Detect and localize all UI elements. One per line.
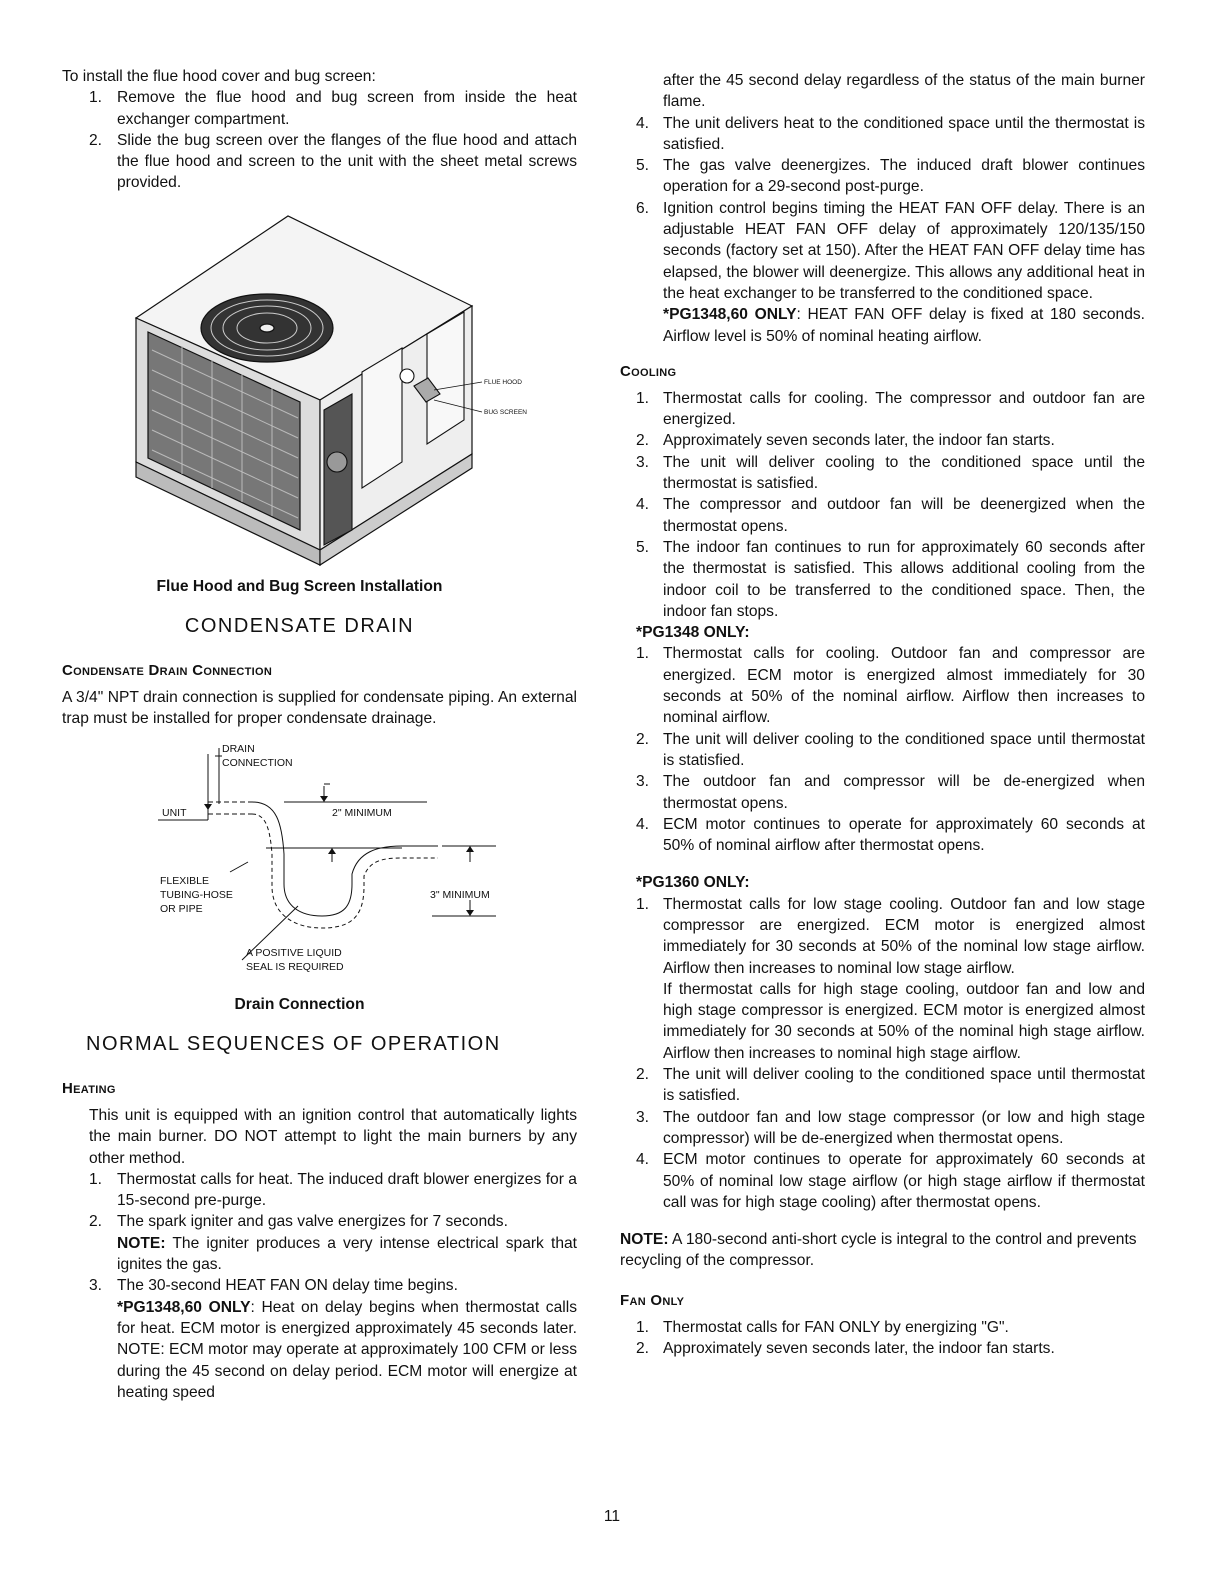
condensate-text: A 3/4" NPT drain connection is supplied for condensate piping. An external trap must be installed for proper condensate drainage.	[62, 689, 577, 728]
right-column	[620, 70, 1145, 1359]
list-item: 4. ECM motor continues to operate for approximately 60 seconds at 50% of nominal low stage airflow (or high stage airflow if thermostat call was for high stage cooling) after thermostat opens.	[636, 1151, 1145, 1211]
list-item: 3. The unit will deliver cooling to the conditioned space until the thermostat is satisfied.	[636, 453, 1145, 493]
two-inch-minimum-label: 2" MINIMUM	[332, 806, 392, 819]
three-inch-minimum-label: 3" MINIMUM	[430, 888, 490, 901]
left-column	[62, 66, 577, 1403]
list-item: 1. Thermostat calls for FAN ONLY by energizing "G".	[636, 1318, 1009, 1336]
flexible-label: FLEXIBLE	[160, 874, 210, 887]
subsection-heading: Condensate Drain Connection	[62, 662, 273, 680]
list-item: 2. Approximately seven seconds later, the indoor fan starts.	[636, 1340, 1055, 1358]
heating-steps	[62, 1169, 577, 1403]
pg1348-steps	[620, 643, 1145, 856]
list-item: 2. The spark igniter and gas valve energizes for 7 seconds. NOTE: The igniter produces a very intense electrical spark that ignites the gas.	[89, 1213, 577, 1274]
figure-caption: Flue Hood and Bug Screen Installation	[156, 577, 443, 595]
drain-connection-figure	[62, 734, 577, 982]
cooling-steps	[620, 388, 1145, 622]
fan-only-steps	[620, 1317, 1145, 1360]
list-item: 6. Ignition control begins timing the HEAT FAN OFF delay. There is an adjustable HEAT FAN OFF delay of approximately 120/135/150 seconds (factory set at 150). After the HEAT FAN OFF delay time has elapsed, the blower will deenergize. This allows any additional heat in the heat exchanger to be transferred to the conditioned space. *PG1348,60 ONLY: HEAT FAN OFF delay is fixed at 180 seconds. Airflow level is 50% of nominal heating airflow.	[636, 199, 1145, 345]
bug-screen-label: BUG SCREEN	[484, 408, 527, 416]
list-item: 4. ECM motor continues to operate for approximately 60 seconds at 50% of nominal airflow after thermostat opens.	[636, 815, 1145, 855]
flue-hood-label: FLUE HOOD	[484, 378, 522, 386]
subsection-heading: Cooling	[620, 362, 677, 380]
flue-steps	[62, 87, 577, 193]
pg1360-label: *PG1360 ONLY:	[636, 874, 750, 892]
seal-required-label: SEAL IS REQUIRED	[246, 960, 344, 973]
heating-step-3-continued: after the 45 second delay regardless of the status of the main burner flame.	[663, 72, 1145, 111]
anti-short-cycle-note: NOTE: A 180-second anti-short cycle is integral to the control and prevents recycling of the compressor.	[620, 1231, 1137, 1270]
list-item: 3. The 30-second HEAT FAN ON delay time begins. *PG1348,60 ONLY: Heat on delay begins when thermostat calls for heat. ECM motor is energized approximately 45 seconds later. NOTE: ECM motor may operate at approximately 100 CFM or less during the 45 second on delay period. ECM motor will energize at heating speed	[89, 1277, 577, 1401]
list-item: 4. The unit delivers heat to the conditioned space until the thermostat is satisfied.	[636, 114, 1145, 153]
figure-caption: Drain Connection	[234, 995, 365, 1013]
list-item: 3. The outdoor fan and compressor will be de-energized when thermostat opens.	[636, 773, 1145, 812]
positive-liquid-label: A POSITIVE LIQUID	[246, 946, 342, 959]
list-item: 1. Thermostat calls for cooling. The compressor and outdoor fan are energized.	[636, 389, 1145, 429]
heating-steps-continued	[620, 113, 1145, 347]
tubing-hose-label: TUBING-HOSE	[160, 888, 233, 901]
or-pipe-label: OR PIPE	[160, 902, 203, 915]
list-item: 2. Slide the bug screen over the flanges of the flue hood and attach the flue hood and screen to the unit with the sheet metal screws provided.	[89, 131, 577, 192]
heating-intro: This unit is equipped with an ignition control that automatically lights the main burner. DO NOT attempt to light the main burners by any other method.	[89, 1106, 577, 1167]
drain-label: DRAIN	[222, 742, 255, 755]
list-item: 2. The unit will deliver cooling to the conditioned space until thermostat is satisfied.	[636, 1066, 1145, 1105]
list-item: 1. Thermostat calls for heat. The induced draft blower energizes for a 15-second pre-purge.	[89, 1170, 577, 1210]
list-item: 2. Approximately seven seconds later, the indoor fan starts.	[636, 432, 1055, 450]
list-item: 1. Thermostat calls for cooling. Outdoor fan and compressor are energized. ECM motor is energized almost immediately for 30 seconds at 50% of the nominal airflow. Airflow then increases to nominal airflow.	[636, 645, 1145, 727]
unit-label: UNIT	[162, 806, 187, 819]
section-heading: NORMAL SEQUENCES OF OPERATION	[86, 1032, 501, 1055]
list-item: 5. The indoor fan continues to run for approximately 60 seconds after the thermostat is satisfied. This allows additional cooling from the indoor coil to be transferred to the conditioned space. Then, the indoor fan stops.	[636, 538, 1145, 620]
list-item: 1. Thermostat calls for low stage cooling. Outdoor fan and low stage compressor are energized. ECM motor is energized almost immediately for 30 seconds at 50% of the nominal low stage airflow. Airflow then increases to nominal low stage airflow. If thermostat calls for high stage cooling, outdoor fan and low and high stage compressor is energized. ECM motor is energized almost immediately for 30 seconds at 50% of the nominal high stage airflow. Airflow then increases to nominal high stage airflow.	[636, 895, 1145, 1062]
flue-intro: To install the flue hood cover and bug screen:	[62, 68, 376, 85]
pg1348-label: *PG1348 ONLY:	[636, 624, 750, 642]
flue-hood-figure	[62, 200, 577, 570]
section-heading: CONDENSATE DRAIN	[184, 615, 415, 638]
connection-label: CONNECTION	[222, 756, 293, 769]
list-item: 2. The unit will deliver cooling to the conditioned space until thermostat is statisfied.	[636, 730, 1145, 769]
list-item: 4. The compressor and outdoor fan will be deenergized when the thermostat opens.	[636, 496, 1145, 535]
subsection-heading: Fan Only	[620, 1291, 685, 1309]
subsection-heading: Heating	[62, 1079, 116, 1097]
list-item: 3. The outdoor fan and low stage compressor (or low and high stage compressor) will be de-energized when thermostat opens.	[636, 1108, 1145, 1147]
pg1360-steps	[620, 894, 1145, 1213]
list-item: 5. The gas valve deenergizes. The induced draft blower continues operation for a 29-second post-purge.	[636, 157, 1145, 196]
page-number: 11	[603, 1508, 621, 1525]
list-item: 1. Remove the flue hood and bug screen from inside the heat exchanger compartment.	[89, 89, 577, 128]
